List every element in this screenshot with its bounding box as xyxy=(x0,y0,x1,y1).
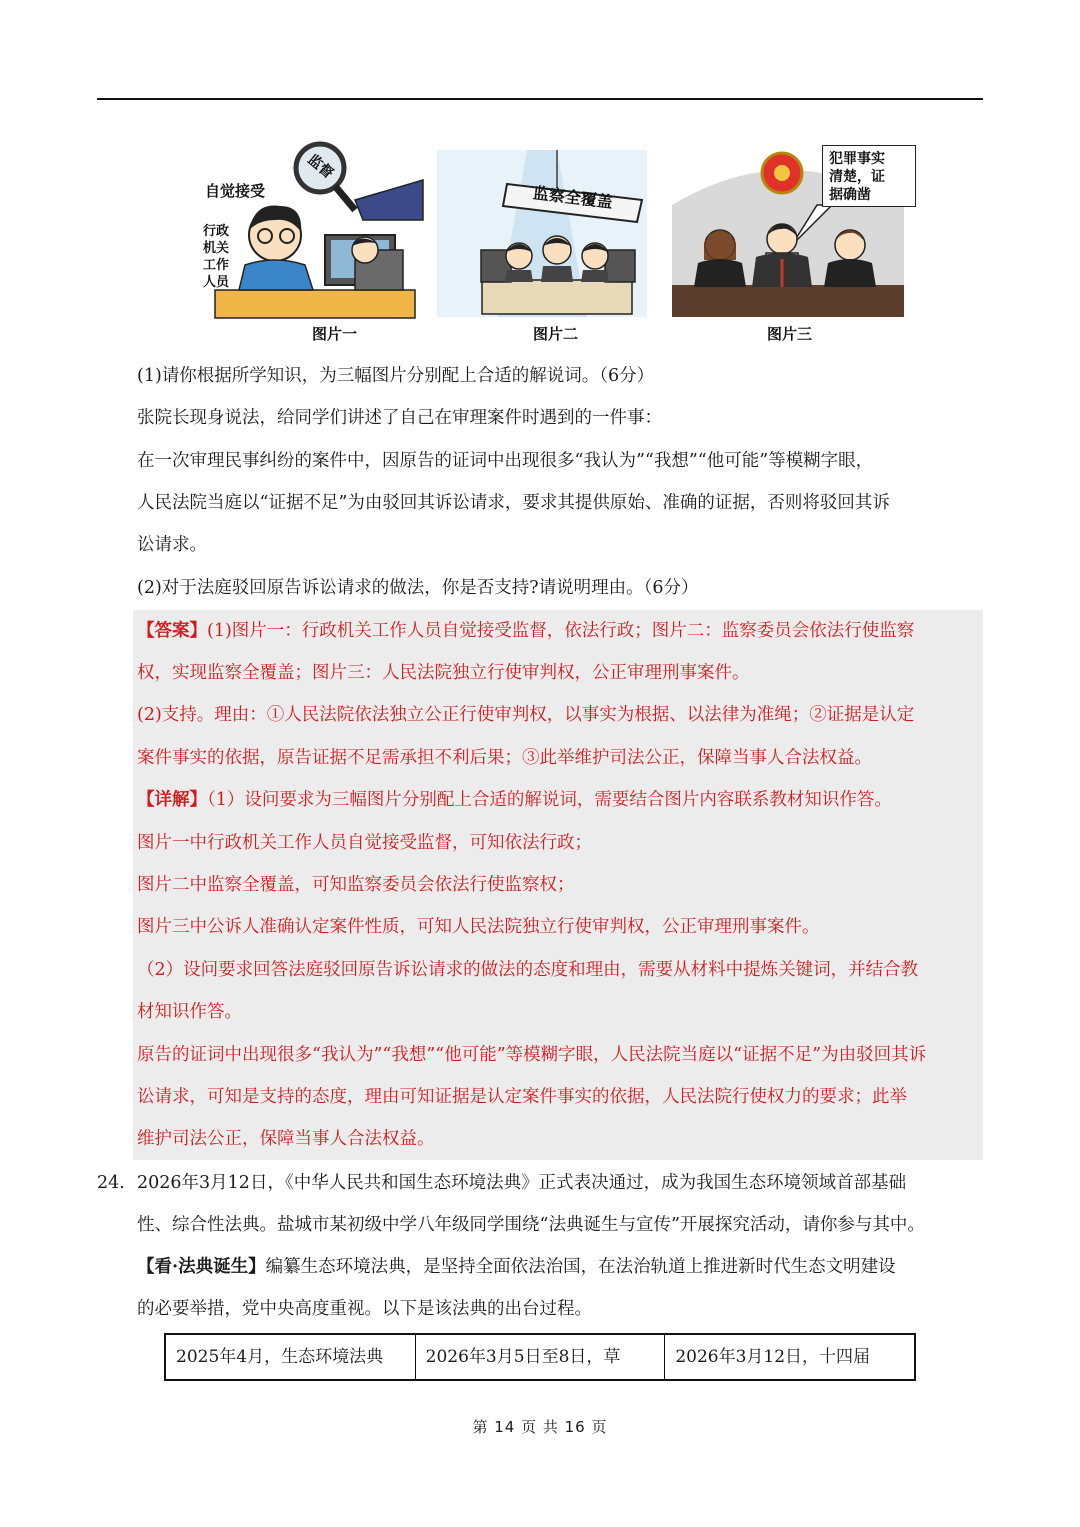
detail-line-6: 材知识作答。 xyxy=(137,1002,242,1022)
story-line-1: 在一次审理民事纠纷的案件中，因原告的证词中出现很多“我认为”“我想”“他可能”等模糊字眼， xyxy=(137,451,874,471)
speech-line-3: 据确凿 xyxy=(829,187,871,203)
detail-line-5: （2）设问要求回答法庭驳回原告诉讼请求的做法的态度和理由，需要从材料中提炼关键词，并结合教 xyxy=(137,960,919,980)
look-text-1: 编纂生态环境法典，是坚持全面依法治国，在法治轨道上推进新时代生态文明建设 xyxy=(265,1257,896,1277)
story-line-3: 讼请求。 xyxy=(137,535,207,555)
question-24-number: 24. xyxy=(97,1173,125,1193)
answer-text-1: (1)图片一：行政机关工作人员自觉接受监督，依法行政；图片二：监察委员会依法行使监察 xyxy=(207,621,915,641)
story-line-2: 人民法院当庭以“证据不足”为由驳回其诉讼请求，要求其提供原始、准确的证据，否则将驳回其诉 xyxy=(137,493,890,513)
header-rule xyxy=(97,98,983,100)
question-24-line-2: 性、综合性法典。盐城市某初级中学八年级同学围绕“法典诞生与宣传”开展探究活动，请你参与其中。 xyxy=(137,1215,925,1235)
story-intro: 张院长现身说法，给同学们讲述了自己在审理案件时遇到的一件事： xyxy=(137,408,662,428)
label-staff-3: 工作 xyxy=(203,258,230,273)
figure-1 xyxy=(195,140,425,345)
detail-line-9: 维护司法公正，保障当事人合法权益。 xyxy=(137,1129,435,1149)
banner-text: 监察全覆盖 xyxy=(532,183,614,212)
question-1: (1)请你根据所学知识，为三幅图片分别配上合适的解说词。（6分） xyxy=(137,366,655,386)
detail-line-1 xyxy=(137,788,892,812)
figure-3-caption: 图片三 xyxy=(767,325,813,343)
timeline-table xyxy=(164,1333,916,1381)
answer-line-2: 权，实现监察全覆盖；图片三：人民法院独立行使审判权，公正审理刑事案件。 xyxy=(137,663,750,683)
answer-line-3: (2)支持。理由：①人民法院依法独立公正行使审判权，以事实为根据、以法律为准绳；②证据是认定 xyxy=(137,705,915,725)
timeline-cell-1: 2025年4月，生态环境法典 xyxy=(166,1335,416,1379)
figure-1-caption: 图片一 xyxy=(312,325,358,343)
figure-2-illustration xyxy=(437,150,647,317)
figure-2-caption: 图片二 xyxy=(533,325,579,343)
label-staff-2: 机关 xyxy=(203,241,230,256)
look-line-2: 的必要举措，党中央高度重视。以下是该法典的出台过程。 xyxy=(137,1299,592,1319)
speech-line-1: 犯罪事实 xyxy=(829,151,885,167)
answer-tag: 【答案】 xyxy=(137,621,207,641)
detail-line-7: 原告的证词中出现很多“我认为”“我想”“他可能”等模糊字眼，人民法院当庭以“证据不足”为由驳回其诉 xyxy=(137,1045,927,1065)
label-staff-1: 行政 xyxy=(203,224,230,239)
timeline-cell-2: 2026年3月5日至8日，草 xyxy=(416,1335,666,1379)
speech-line-2: 清楚，证 xyxy=(829,169,885,185)
detail-line-2: 图片一中行政机关工作人员自觉接受监督，可知依法行政； xyxy=(137,833,592,853)
question-2: (2)对于法庭驳回原告诉讼请求的做法，你是否支持?请说明理由。（6分） xyxy=(137,578,699,598)
label-accept: 自觉接受 xyxy=(205,182,266,200)
figure-2 xyxy=(437,150,647,345)
label-staff-4: 人员 xyxy=(203,275,230,290)
detail-line-3: 图片二中监察全覆盖，可知监察委员会依法行使监察权； xyxy=(137,875,575,895)
detail-tag: 【详解】 xyxy=(137,790,207,810)
magnifier-text: 监督 xyxy=(304,151,337,182)
look-line-1 xyxy=(137,1255,896,1279)
detail-line-8: 讼请求，可知是支持的态度，理由可知证据是认定案件事实的依据，人民法院行使权力的要求；此举 xyxy=(137,1087,907,1107)
look-tag: 【看·法典诞生】 xyxy=(137,1257,266,1277)
timeline-cell-3: 2026年3月12日，十四届 xyxy=(675,1347,871,1367)
answer-line-4: 案件事实的依据，原告证据不足需承担不利后果；③此举维护司法公正，保障当事人合法权益。 xyxy=(137,748,872,768)
detail-line-4: 图片三中公诉人准确认定案件性质，可知人民法院独立行使审判权，公正审理刑事案件。 xyxy=(137,917,820,937)
answer-line-1 xyxy=(137,619,914,643)
question-24-line-1: 2026年3月12日，《中华人民共和国生态环境法典》正式表决通过，成为我国生态环境领域首部基础 xyxy=(137,1173,907,1193)
detail-text-1: （1）设问要求为三幅图片分别配上合适的解说词，需要结合图片内容联系教材知识作答。 xyxy=(207,790,892,810)
figure-3 xyxy=(672,145,904,345)
page-footer: 第 14 页 共 16 页 xyxy=(472,1418,608,1436)
